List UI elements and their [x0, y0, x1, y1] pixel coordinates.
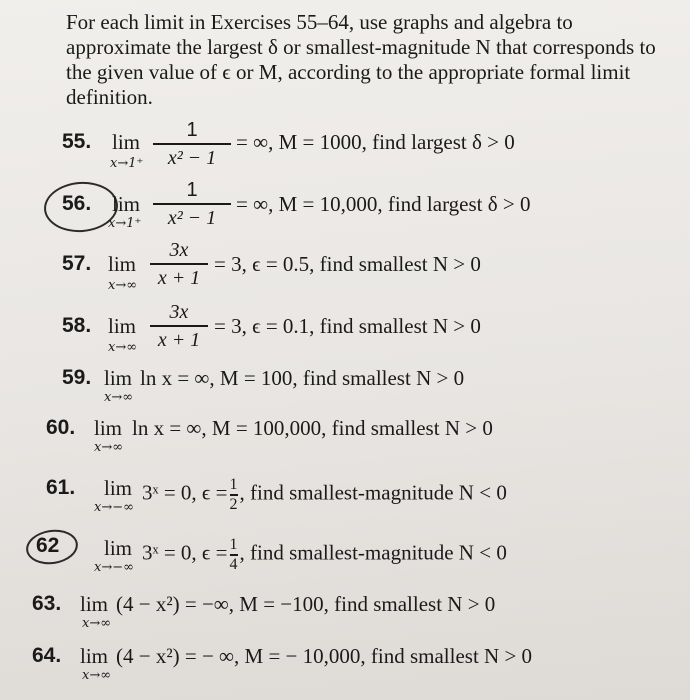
exercise-statement: ln x = ∞, M = 100, find smallest N > 0 [140, 366, 465, 390]
exercise-60 [0, 412, 690, 472]
lim-subscript: x→1⁺ [108, 216, 142, 231]
statement-part: , find smallest-magnitude N < 0 [239, 480, 507, 505]
exercise-statement: = ∞, M = 10,000, find largest δ > 0 [236, 192, 531, 216]
lim-operator: lim [104, 536, 133, 560]
numerator: 1 [229, 476, 238, 493]
statement-part: 3ˣ = 0, ϵ = [142, 540, 228, 565]
exercise-number: 64. [32, 644, 62, 667]
exercise-number: 57. [62, 252, 92, 275]
exercise-number: 56. [62, 192, 92, 215]
numerator: 3x [169, 301, 189, 323]
exercise-64 [0, 640, 690, 700]
exercise-statement: (4 − x²) = − ∞, M = − 10,000, find smallest N > 0 [116, 644, 533, 668]
lim-subscript: x→∞ [94, 440, 124, 455]
lim-subscript: x→∞ [108, 340, 138, 355]
exercise-statement: = ∞, M = 1000, find largest δ > 0 [236, 130, 515, 154]
instructions-paragraph: For each limit in Exercises 55–64, use graphs and algebra to approximate the largest δ or smallest-magnitude N that corresponds to the given value of ϵ or M, according to the appropriate formal limit definition. [66, 10, 656, 109]
exercise-number: 55. [62, 130, 92, 153]
statement-part: , find smallest-magnitude N < 0 [239, 540, 507, 565]
exercise-statement [142, 536, 507, 574]
epsilon-fraction [230, 476, 238, 514]
fraction [150, 300, 208, 352]
fraction-bar [153, 203, 231, 205]
exercise-number: 58. [62, 314, 92, 337]
lim-operator: lim [104, 476, 133, 500]
denominator: x + 1 [157, 267, 201, 289]
exercise-number: 60. [46, 416, 76, 439]
exercise-statement: = 3, ϵ = 0.5, find smallest N > 0 [214, 252, 481, 276]
exercise-61 [0, 468, 690, 528]
numerator: 1 [186, 119, 198, 141]
fraction-bar [150, 325, 208, 327]
exercise-56 [0, 176, 690, 236]
exercise-number: 62 [36, 534, 60, 557]
numerator: 1 [186, 179, 198, 201]
fraction-bar [153, 143, 231, 145]
denominator: 4 [229, 555, 238, 573]
lim-subscript: x→∞ [108, 278, 138, 293]
statement-part: 3ˣ = 0, ϵ = [142, 480, 228, 505]
lim-operator: lim [80, 644, 109, 668]
fraction [150, 238, 208, 290]
exercise-statement: = 3, ϵ = 0.1, find smallest N > 0 [214, 314, 481, 338]
fraction [153, 118, 231, 170]
exercise-55 [0, 118, 690, 178]
exercise-statement: (4 − x²) = −∞, M = −100, find smallest N > 0 [116, 592, 496, 616]
lim-subscript: x→∞ [82, 616, 112, 631]
lim-operator: lim [112, 130, 141, 154]
denominator: 2 [229, 495, 238, 513]
exercise-statement: ln x = ∞, M = 100,000, find smallest N > 0 [132, 416, 493, 440]
denominator: x + 1 [157, 329, 201, 351]
denominator: x² − 1 [167, 207, 217, 229]
lim-operator: lim [108, 252, 137, 276]
numerator: 1 [229, 536, 238, 553]
lim-subscript: x→−∞ [94, 500, 134, 515]
fraction [153, 178, 231, 230]
exercise-number: 59. [62, 366, 92, 389]
lim-subscript: x→1⁺ [110, 156, 144, 171]
lim-operator: lim [94, 416, 123, 440]
exercise-number: 61. [46, 476, 76, 499]
lim-operator: lim [80, 592, 109, 616]
denominator: x² − 1 [167, 147, 217, 169]
lim-subscript: x→∞ [104, 390, 134, 405]
exercise-58 [0, 300, 690, 360]
lim-subscript: x→∞ [82, 668, 112, 683]
lim-operator: lim [112, 192, 141, 216]
fraction-bar [150, 263, 208, 265]
exercise-statement [142, 476, 507, 514]
epsilon-fraction [230, 536, 238, 574]
lim-operator: lim [104, 366, 133, 390]
exercise-62 [0, 528, 690, 588]
lim-operator: lim [108, 314, 137, 338]
numerator: 3x [169, 239, 189, 261]
exercise-number: 63. [32, 592, 62, 615]
lim-subscript: x→−∞ [94, 560, 134, 575]
exercise-57 [0, 238, 690, 298]
